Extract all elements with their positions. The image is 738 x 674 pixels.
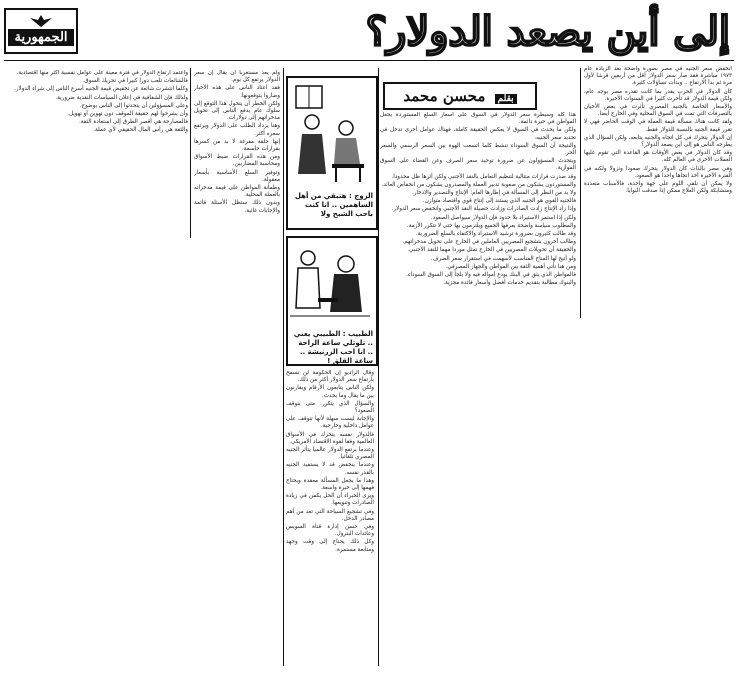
- paragraph: ولم يعد مستغربا أن يقال إن سعر الدولار يرتفع كل يوم.: [194, 70, 280, 84]
- paragraph: وهذا ما يجعل المسألة معقدة ويحتاج فهمها إلى خبرة واسعة.: [286, 477, 374, 492]
- paragraph: ويرى الخبراء أن الحل يكمن في زيادة الصادرات وتنويعها.: [286, 493, 374, 507]
- paragraph: وعندما ينخفض قد لا يستفيد الجنيه بالقدر نفسه.: [286, 462, 374, 476]
- article-column-5: [4, 70, 188, 240]
- paragraph: والمطلوب سياسة واضحة يعرفها الجميع ويلتزمون بها حتى لا تتكرر الأزمة.: [406, 222, 576, 229]
- article-column-4: [194, 70, 280, 666]
- paragraph: وعندما يرتفع الدولار عالميا يتأثر الجنيه المصري تلقائيا.: [286, 447, 374, 461]
- paragraph: ولكن ما يحدث في السوق لا يعكس الحقيقة كاملة، فهناك عوامل أخرى تدخل في تحديد سعر الجنيه.: [380, 127, 576, 141]
- paragraph: ولا يمكن أن نلقي اللوم على جهة واحدة، فالأسباب متعددة ومتشابكة ولكن العلاج ممكن إذا صدقت النوايا.: [584, 181, 732, 195]
- paragraph: ولو أتيح لها المناخ المناسب لأسهمت في استقرار سعر الصرف.: [430, 255, 576, 262]
- paragraph: ولكن إذا استمر الاستيراد بلا حدود فإن الدولار سيواصل الصعود.: [430, 214, 576, 221]
- paragraph: والإجابة ليست سهلة لأنها تتوقف على عوامل داخلية وخارجية.: [286, 416, 374, 430]
- paragraph: وعلى المسؤولين أن يتحدثوا إلى الناس بوضوح.: [79, 102, 188, 109]
- byline-prefix: بقلم: [495, 94, 517, 104]
- article-column-3: [286, 370, 374, 666]
- paragraph: فالدولار نفسه يتحرك في الأسواق العالمية وفقا لقوة الاقتصاد الأمريكي.: [286, 431, 374, 445]
- paragraph: هذا كله وسيطرة سعر الدولار في السوق على أسعار السلع المستوردة يجعل المواطن في حيرة دائمة.: [380, 112, 576, 126]
- paragraph: وبدون ذلك ستظل الأسئلة قائمة والإجابات غائبة.: [194, 200, 280, 214]
- cartoon-caption: الزوج : هتبقي من أهل الساهمين .. انا كنت باحب الشبح ولا: [294, 192, 373, 218]
- paragraph: والثقة هي رأس المال الحقيقي لأي عملة.: [93, 127, 188, 134]
- paragraph: وقد صدرت قرارات متتالية لتنظيم التعامل بالنقد الأجنبي ولكن أثرها ظل محدودا.: [391, 173, 576, 180]
- paragraph: ولقد كانت هناك مسألة قيمة العملة في الوقت الحاضر فهي لا تقرر قيمة الجنيه بالنسبة للدولار فقط.: [584, 119, 732, 133]
- paragraph: وتوفير السلع الأساسية بأسعار معقولة.: [194, 169, 280, 183]
- cartoon-1: [286, 76, 378, 230]
- paragraph: وطالب آخرون بتشجيع المصريين العاملين في الخارج على تحويل مدخراتهم.: [402, 239, 576, 246]
- paragraph: ومن هذه القرارات ضبط الأسواق ومحاسبة المضاربين.: [194, 154, 280, 168]
- paragraph: والأسعار الخاصة بالجنيه المصري تأثرت في بعض الأحيان بالتصرفات التي تمت في السوق المحلية وفي الخارج أيضا.: [584, 104, 732, 118]
- paragraph: كان الدولار في الحرب يقدر بما كانت تقدره مصر بوجه عام، ولكن قيمة الدولار قد تأخرت كثيرا في السنوات الأخيرة.: [584, 88, 732, 102]
- author-name: محسن محمد: [403, 87, 486, 105]
- paragraph: فالمصارحة هي أقصر الطرق إلى استعادة الثقة.: [79, 119, 188, 126]
- article-column-1: [584, 66, 732, 316]
- paragraph: فالشائعات تلعب دورا كبيرا في تحريك السوق.: [82, 78, 188, 85]
- paragraph: ولكن الناس يتابعون الأرقام ويقارنون بين ما يقال وما يحدث.: [286, 385, 374, 399]
- article-column-2: [380, 112, 576, 667]
- headline-divider: [4, 60, 734, 61]
- paragraph: وهنا يزداد الطلب على الدولار ويرتفع سعره أكثر.: [194, 123, 280, 137]
- column-divider: [190, 68, 191, 238]
- paragraph: والبنوك مطالبة بتقديم خدمات أفضل وأسعار فائدة مجزية.: [443, 280, 576, 287]
- paragraph: والمستوردون يشكون من صعوبة تدبير العملة والمصدرون يشكون من انخفاض العائد.: [381, 181, 576, 188]
- paragraph: إنها حلقة مفرغة لا بد من كسرها بقرارات حاسمة.: [194, 138, 280, 153]
- paragraph: وإذا زاد الإنتاج زادت الصادرات وزادت حصيلة النقد الأجنبي وانخفض سعر الدولار.: [391, 206, 576, 213]
- paragraph: وأن يشرحوا لهم حقيقة الموقف دون تهوين أو تهويل.: [67, 111, 188, 118]
- paragraph: والنتيجة أن السوق السوداء تنشط كلما اتسعت الهوة بين السعر الرسمي والسعر الحر.: [380, 142, 576, 157]
- article-headline: إلى أين يصعد الدولار؟: [365, 8, 730, 55]
- column-divider: [283, 68, 284, 666]
- paragraph: واعتمد ارتفاع الدولار في فترة معينة على عوامل نفسية أكثر منها اقتصادية.: [16, 70, 188, 76]
- paragraph: إن الدولار يتحرك في كل اتجاه والجنيه يتابعه، ولكن السؤال الذي يطرحه الناس هو إلى أين يصعد الدولار؟: [584, 134, 732, 149]
- paragraph: ولكن الخطر أن يتحول هذا التوقع إلى سلوك عام يدفع الناس إلى تحويل مدخراتهم إلى دولارات.: [194, 100, 280, 122]
- cartoon-2: [286, 236, 378, 366]
- cartoon-caption: الطبيب : الطبيبي يعني .. تلوتلي ساعة الراحة .. انا احب الزرنيشة .. ساعة القلق !: [293, 330, 373, 365]
- paragraph: وطمأنة المواطن على قيمة مدخراته بالعملة المحلية.: [194, 185, 280, 199]
- paragraph: وفي حسن إدارة قناة السويس وعائدات البترول.: [286, 524, 374, 538]
- paragraph: وفي مصر بالذات كان الدولار يتحرك صعودا ونزولا ولكنه في الفترة الأخيرة أخذ اتجاها واحدا هو الصعود.: [584, 165, 732, 179]
- cartoon-illustration-icon: [288, 78, 372, 186]
- paragraph: وكل ذلك يحتاج إلى وقت وجهد ومتابعة مستمرة.: [286, 539, 374, 553]
- paragraph: فقد اعتاد الناس على هذه الأخبار وصاروا يتوقعونها.: [194, 85, 280, 99]
- paragraph: فالجنيه القوي هو الجنيه الذي يستند إلى إنتاج قوي واقتصاد متوازن.: [422, 198, 576, 205]
- cartoon-illustration-icon: [288, 238, 372, 324]
- paragraph: والحقيقة أن تحويلات المصريين في الخارج تمثل موردا مهما للنقد الأجنبي.: [407, 247, 576, 254]
- paragraph: ومن هنا تأتي أهمية الثقة بين المواطن والجهاز المصرفي.: [445, 263, 576, 270]
- eagle-emblem-icon: [28, 14, 54, 28]
- paragraph: وقال الراديو إن الحكومة لن تسمح بارتفاع سعر الدولار أكثر من ذلك.: [286, 370, 374, 384]
- paragraph: ولا بد من النظر إلى المسألة في إطارها العام: الإنتاج والتصدير والادخار.: [411, 190, 576, 197]
- paragraph: وقد طالب كثيرون بضرورة ترشيد الاستيراد والاكتفاء بالسلع الضرورية.: [415, 231, 576, 238]
- column-divider: [580, 68, 581, 318]
- paragraph: ويتحدث المسؤولون عن ضرورة توحيد سعر الصرف وعن القضاء على السوق الموازية.: [380, 158, 576, 172]
- paragraph: ولذلك فإن الشفافية في إعلان السياسات النقدية ضرورية.: [55, 94, 188, 101]
- paragraph: وكلما انتشرت شائعة عن تخفيض قيمة الجنيه أسرع الناس إلى شراء الدولار.: [13, 86, 188, 93]
- column-divider: [378, 68, 379, 666]
- paragraph: انخفض سعر الجنيه في مصر بصورة واضحة بعد الزيادة عام ١٩٧٣ مباشرة فقد صار سعر الدولار أقل من أربعين قرشا لأول مرة ثم بدأ الارتفاع .. وبدأت تساؤلات كثيرة.: [584, 66, 732, 87]
- newspaper-name: الجمهورية: [8, 29, 74, 46]
- paragraph: وفي تشجيع السياحة التي تعد من أهم مصادر الدخل.: [286, 508, 374, 522]
- paragraph: والسؤال الذي يتكرر: متى يتوقف الصعود؟: [286, 400, 374, 415]
- byline: [383, 82, 537, 110]
- paragraph: فالمواطن الذي يثق في البنك يودع أمواله فيه ولا يلجأ إلى السوق السوداء.: [406, 272, 576, 279]
- paragraph: وقد كان الدولار في بعض الأوقات هو القاعدة التي تقوم عليها العملات الأخرى في العالم كله.: [584, 150, 732, 164]
- newspaper-logo: [4, 8, 78, 54]
